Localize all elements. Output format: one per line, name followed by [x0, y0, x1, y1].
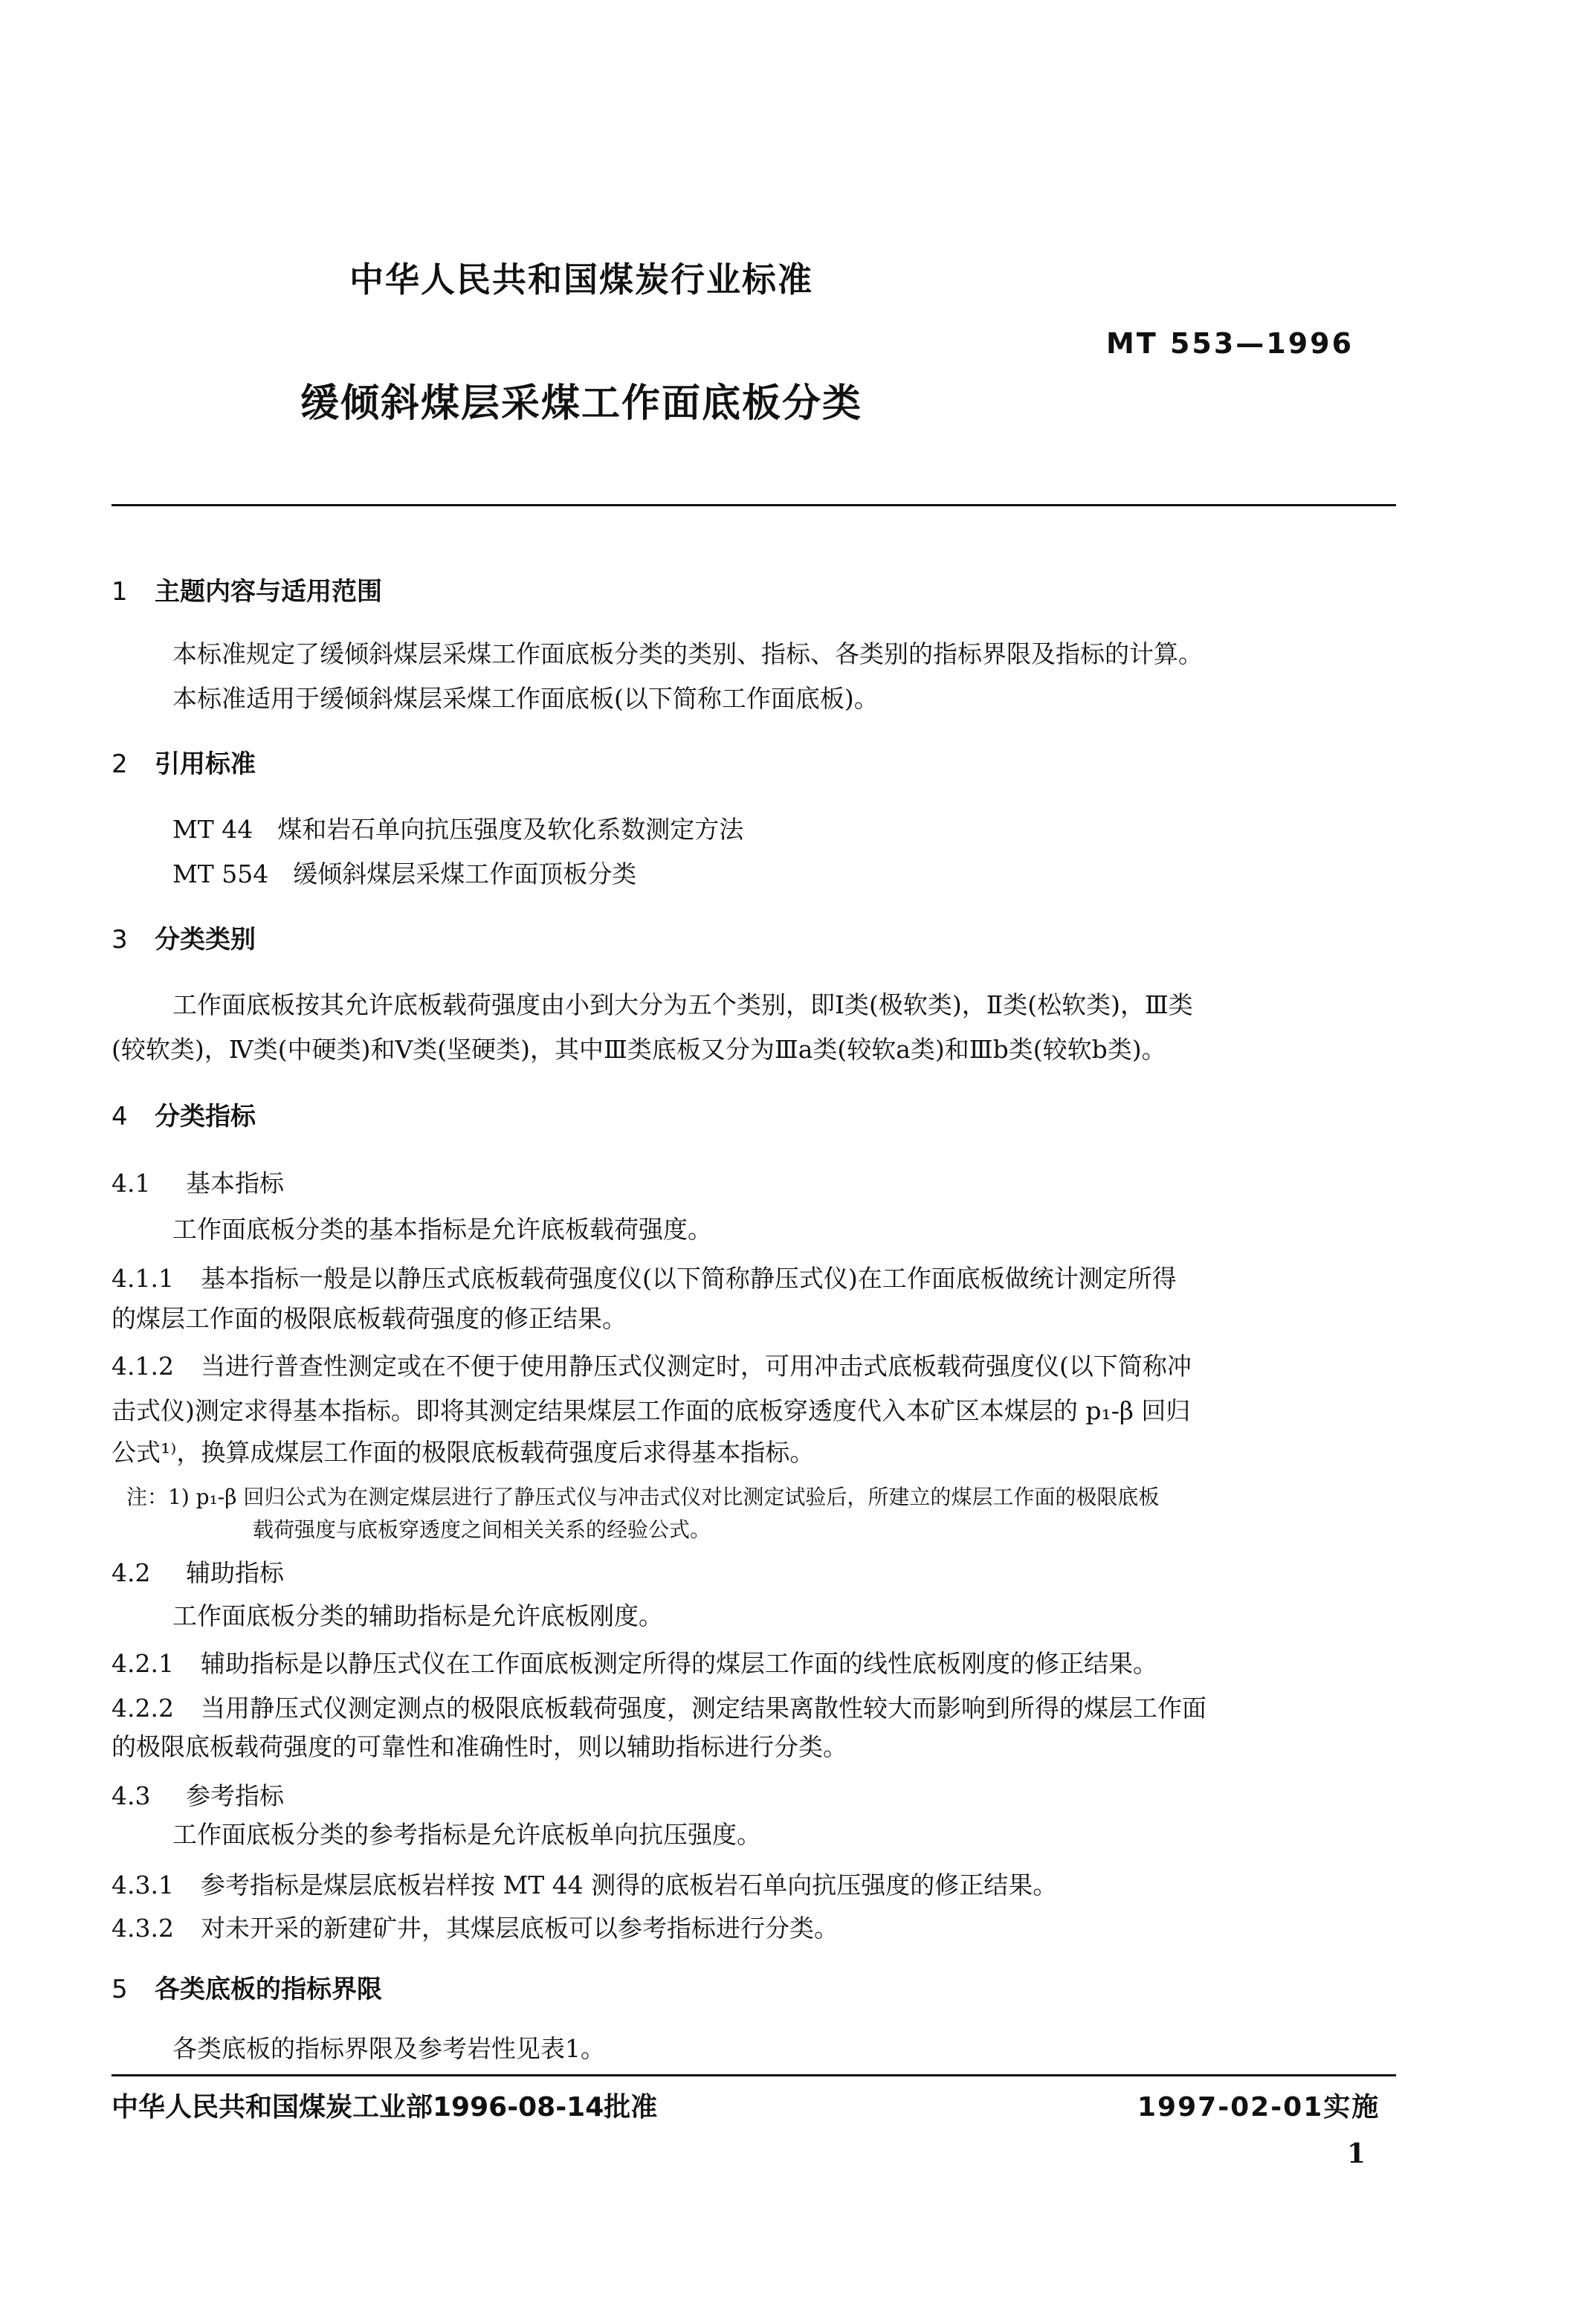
section-title: 分类类别	[155, 925, 256, 955]
subsection-title: 辅助指标	[186, 1558, 284, 1587]
section-number: 5	[112, 1975, 128, 2004]
approval-line: 中华人民共和国煤炭工业部1996-08-14批准	[112, 2092, 658, 2123]
clause-text: 参考指标是煤层底板岩样按 MT 44 测得的底板岩石单向抗压强度的修正结果。	[201, 1871, 1058, 1899]
standard-code: MT 553—1996	[1106, 327, 1354, 360]
clause-text: 当用静压式仪测定测点的极限底板载荷强度，测定结果离散性较大而影响到所得的煤层工作面	[201, 1694, 1206, 1723]
clause-4-2-1	[112, 1644, 1157, 1679]
clause-number: 4.1.2	[112, 1352, 174, 1381]
section-number: 4	[112, 1102, 128, 1132]
subsection-number: 4.1	[112, 1169, 151, 1198]
clause-number: 4.3.1	[112, 1871, 174, 1899]
clause-text: 基本指标一般是以静压式底板载荷强度仪(以下简称静压式仪)在工作面底板做统计测定所得	[201, 1264, 1177, 1293]
clause-text: 当进行普查性测定或在不便于使用静压式仪测定时，可用冲击式底板载荷强度仪(以下简称冲	[201, 1352, 1192, 1381]
subsection-number: 4.3	[112, 1781, 151, 1810]
paragraph: 公式¹⁾，换算成煤层工作面的极限底板载荷强度后求得基本指标。	[112, 1438, 815, 1467]
paragraph: 本标准规定了缓倾斜煤层采煤工作面底板分类的类别、指标、各类别的指标界限及指标的计算。	[172, 639, 1203, 668]
section-title: 主题内容与适用范围	[155, 577, 382, 607]
subsection-number: 4.2	[112, 1558, 151, 1587]
section-4-heading	[112, 1096, 256, 1132]
section-number: 1	[112, 577, 128, 607]
subsection-4-1-heading	[112, 1164, 284, 1199]
section-title: 分类指标	[155, 1102, 256, 1132]
paragraph: 工作面底板分类的辅助指标是允许底板刚度。	[172, 1601, 663, 1630]
section-2-heading	[112, 743, 256, 780]
section-number: 2	[112, 749, 128, 779]
section-5-heading	[112, 1969, 382, 2005]
clause-4-2-2	[112, 1689, 1206, 1724]
document-title: 缓倾斜煤层采煤工作面底板分类	[300, 381, 863, 426]
clause-text: 辅助指标是以静压式仪在工作面底板测定所得的煤层工作面的线性底板刚度的修正结果。	[201, 1649, 1157, 1678]
reference-item: MT 44 煤和岩石单向抗压强度及软化系数测定方法	[172, 815, 744, 844]
clause-4-1-2	[112, 1347, 1192, 1382]
section-3-heading	[112, 919, 256, 955]
paragraph: 的煤层工作面的极限底板载荷强度的修正结果。	[112, 1304, 627, 1333]
page-number: 1	[1347, 2138, 1366, 2169]
paragraph: 各类底板的指标界限及参考岩性见表1。	[172, 2034, 605, 2063]
section-title: 引用标准	[155, 749, 256, 779]
paragraph: 工作面底板分类的基本指标是允许底板载荷强度。	[172, 1215, 712, 1244]
org-title: 中华人民共和国煤炭行业标准	[349, 259, 813, 300]
clause-4-3-2	[112, 1909, 839, 1944]
clause-number: 4.2.2	[112, 1694, 174, 1723]
subsection-4-2-heading	[112, 1554, 284, 1589]
paragraph: 工作面底板分类的参考指标是允许底板单向抗压强度。	[172, 1820, 761, 1849]
subsection-title: 基本指标	[186, 1169, 284, 1198]
section-number: 3	[112, 925, 128, 955]
clause-number: 4.1.1	[112, 1264, 174, 1293]
footnote: 注：1) p₁-β 回归公式为在测定煤层进行了静压式仪与冲击式仪对比测定试验后，所建立的煤层工作面的极限底板	[126, 1485, 1160, 1509]
paragraph: 本标准适用于缓倾斜煤层采煤工作面底板(以下简称工作面底板)。	[172, 684, 879, 713]
paragraph: 击式仪)测定求得基本指标。即将其测定结果煤层工作面的底板穿透度代入本矿区本煤层的 p₁-β 回归	[112, 1396, 1191, 1425]
clause-4-3-1	[112, 1866, 1057, 1901]
paragraph: (较软类)，Ⅳ类(中硬类)和Ⅴ类(坚硬类)，其中Ⅲ类底板又分为Ⅲa类(较软a类)和Ⅲb类(较软b类)。	[112, 1035, 1166, 1064]
subsection-title: 参考指标	[186, 1781, 284, 1810]
paragraph: 工作面底板按其允许底板载荷强度由小到大分为五个类别，即Ⅰ类(极软类)，Ⅱ类(松软类)，Ⅲ类	[172, 990, 1193, 1019]
clause-number: 4.2.1	[112, 1649, 174, 1678]
subsection-4-3-heading	[112, 1777, 284, 1812]
section-title: 各类底板的指标界限	[155, 1975, 382, 2004]
paragraph: 的极限底板载荷强度的可靠性和准确性时，则以辅助指标进行分类。	[112, 1732, 847, 1761]
clause-number: 4.3.2	[112, 1914, 174, 1943]
clause-4-1-1	[112, 1259, 1177, 1294]
effective-date: 1997-02-01实施	[1137, 2092, 1380, 2123]
footnote: 载荷强度与底板穿透度之间相关关系的经验公式。	[253, 1517, 711, 1542]
clause-text: 对未开采的新建矿井，其煤层底板可以参考指标进行分类。	[201, 1914, 839, 1943]
footer-divider	[112, 2074, 1396, 2076]
reference-item: MT 554 缓倾斜煤层采煤工作面顶板分类	[172, 859, 637, 888]
section-1-heading	[112, 571, 382, 607]
header-divider	[112, 504, 1396, 506]
